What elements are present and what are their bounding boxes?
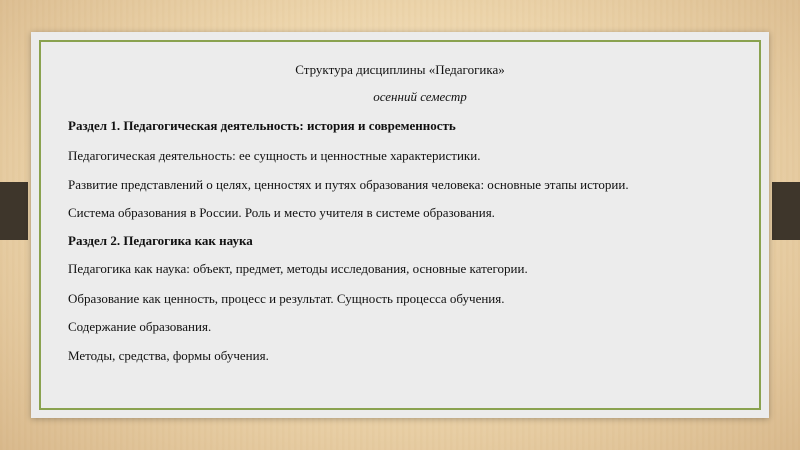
content-line: Содержание образования. xyxy=(68,319,212,334)
content-line: Методы, средства, формы обучения. xyxy=(68,348,269,363)
content-line: Развитие представлений о целях, ценностях и путях образования человека: основные этапы истории. xyxy=(68,177,629,192)
section-2-heading: Раздел 2. Педагогика как наука xyxy=(68,233,253,248)
content-line: Педагогика как наука: объект, предмет, методы исследования, основные категории. xyxy=(68,261,528,276)
content-line: Педагогическая деятельность: ее сущность и ценностные характеристики. xyxy=(68,148,481,163)
slide-title: Структура дисциплины «Педагогика» xyxy=(295,62,505,77)
content-line: Образование как ценность, процесс и результат. Сущность процесса обучения. xyxy=(68,291,505,306)
content-line: Система образования в России. Роль и место учителя в системе образования. xyxy=(68,205,495,220)
right-side-tab xyxy=(772,182,800,240)
slide-subtitle: осенний семестр xyxy=(373,89,467,104)
left-side-tab xyxy=(0,182,28,240)
section-1-heading: Раздел 1. Педагогическая деятельность: история и современность xyxy=(68,118,456,133)
slide-card xyxy=(31,32,769,418)
